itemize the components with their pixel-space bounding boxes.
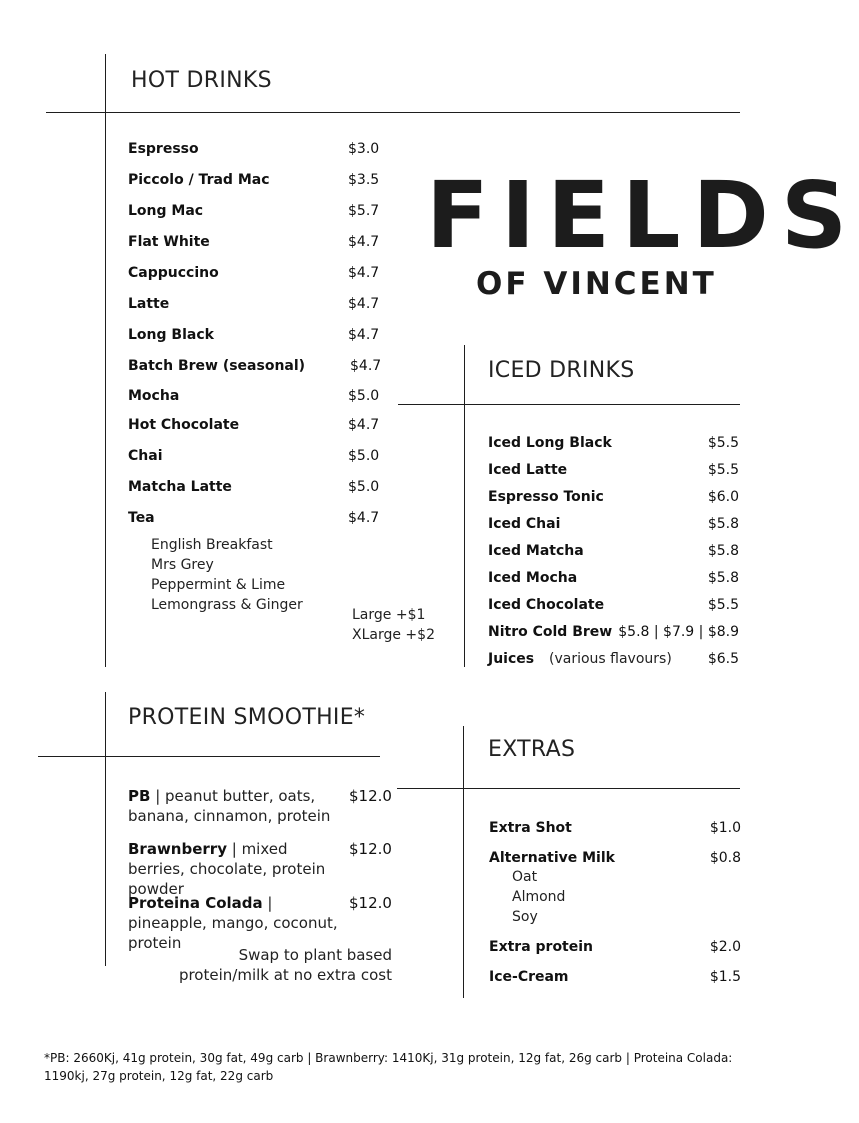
size-option: Large +$1	[352, 607, 426, 623]
menu-item-price: $4.7	[348, 417, 380, 433]
tea-option: Peppermint & Lime	[151, 577, 286, 593]
menu-item-name: Tea	[128, 510, 155, 526]
menu-item-name: Iced Chai	[488, 516, 561, 532]
menu-item-price: $5.8 | $7.9 | $8.9	[618, 624, 739, 640]
smoothie-heading: PROTEIN SMOOTHIE*	[128, 705, 366, 730]
smoothie-vertical-rule	[105, 692, 106, 966]
menu-item-price: $5.7	[348, 203, 380, 219]
extras-vertical-rule	[463, 726, 464, 998]
smoothie-description: | mixed berries, chocolate, protein powder	[128, 840, 326, 898]
menu-item-name: Alternative Milk	[489, 850, 615, 866]
menu-item-name: Espresso Tonic	[488, 489, 604, 505]
menu-item-name: Extra protein	[489, 939, 594, 955]
menu-item-price: $4.7	[348, 327, 380, 343]
plant-swap-note: protein/milk at no extra cost	[178, 966, 392, 984]
iced-drinks-vertical-rule	[464, 345, 465, 667]
menu-item-price: $5.0	[348, 388, 380, 404]
milk-option: Almond	[512, 889, 566, 905]
menu-item-name: Cappuccino	[128, 265, 219, 281]
menu-item-price: $5.5	[707, 462, 739, 478]
tea-option: Lemongrass & Ginger	[151, 597, 303, 613]
menu-item-price: $5.0	[348, 479, 380, 495]
logo-subtitle: OF VINCENT	[476, 266, 717, 302]
milk-option: Oat	[512, 869, 538, 885]
menu-item-name: Matcha Latte	[128, 479, 232, 495]
iced-drinks-horizontal-rule	[398, 404, 740, 405]
smoothie-name: Proteina Colada	[128, 894, 263, 912]
menu-item-name: Latte	[128, 296, 170, 312]
plant-swap-note: Swap to plant based	[238, 946, 392, 964]
menu-item-price: $4.7	[348, 296, 380, 312]
nutrition-footnote: *PB: 2660Kj, 41g protein, 30g fat, 49g carb | Brawnberry: 1410Kj, 31g protein, 12g fat, 26g carb | Proteina Colada: 1190kj, 27g protein, 12g fat, 22g carb	[44, 1051, 733, 1083]
menu-item-price: $3.0	[348, 141, 380, 157]
menu-item-price: $5.5	[707, 435, 739, 451]
milk-option: Soy	[512, 909, 538, 925]
hot-drinks-vertical-rule	[105, 54, 106, 667]
smoothie-item	[128, 893, 343, 953]
menu-item-price: $4.7	[348, 265, 380, 281]
logo-wordmark: FIELDS	[426, 162, 859, 269]
menu-item-price: $4.7	[348, 234, 380, 250]
extras-horizontal-rule	[397, 788, 740, 789]
smoothie-item	[128, 786, 343, 826]
iced-drinks-heading: ICED DRINKS	[488, 358, 635, 383]
menu-item-name: Iced Chocolate	[488, 597, 605, 613]
smoothie-item	[128, 839, 343, 899]
menu-item-price: $5.0	[348, 448, 380, 464]
hot-drinks-horizontal-rule	[46, 112, 740, 113]
menu-item-name: Nitro Cold Brew	[488, 624, 613, 640]
menu-item-name: Espresso	[128, 141, 199, 157]
menu-item-name: Ice-Cream	[489, 969, 569, 985]
menu-item-price: $6.0	[707, 489, 739, 505]
smoothie-description: | peanut butter, oats, banana, cinnamon, protein	[128, 787, 331, 825]
menu-item-price: $1.0	[709, 820, 741, 836]
menu-item-name: Juices	[488, 651, 535, 667]
menu-item-name: Flat White	[128, 234, 210, 250]
menu-item-price: $0.8	[709, 850, 741, 866]
menu-item-name: Extra Shot	[489, 820, 572, 836]
smoothie-horizontal-rule	[38, 756, 380, 757]
menu-item-price: $5.8	[707, 570, 739, 586]
menu-item-note: (various flavours)	[549, 651, 672, 667]
menu-item-name: Chai	[128, 448, 163, 464]
menu-item-price: $4.7	[348, 510, 380, 526]
menu-item-price: $2.0	[709, 939, 741, 955]
smoothie-name: PB	[128, 787, 151, 805]
smoothie-price: $12.0	[349, 787, 392, 805]
size-option: XLarge +$2	[352, 627, 435, 643]
tea-option: Mrs Grey	[151, 557, 214, 573]
menu-item-name: Long Black	[128, 327, 214, 343]
menu-item-name: Iced Long Black	[488, 435, 612, 451]
smoothie-name: Brawnberry	[128, 840, 227, 858]
menu-item-name: Piccolo / Trad Mac	[128, 172, 270, 188]
menu-item-name: Iced Mocha	[488, 570, 578, 586]
menu-item-price: $5.8	[707, 516, 739, 532]
menu-item-price: $4.7	[350, 358, 382, 374]
menu-item-price: $5.8	[707, 543, 739, 559]
smoothie-description: | pineapple, mango, coconut, protein	[128, 894, 338, 952]
menu-item-name: Hot Chocolate	[128, 417, 240, 433]
menu-item-name: Iced Matcha	[488, 543, 584, 559]
menu-item-price: $5.5	[707, 597, 739, 613]
menu-item-price: $6.5	[707, 651, 739, 667]
menu-item-name: Mocha	[128, 388, 180, 404]
tea-option: English Breakfast	[151, 537, 273, 553]
extras-heading: EXTRAS	[488, 737, 576, 762]
hot-drinks-heading: HOT DRINKS	[131, 68, 272, 93]
menu-item-price: $1.5	[709, 969, 741, 985]
smoothie-price: $12.0	[349, 894, 392, 912]
smoothie-price: $12.0	[349, 840, 392, 858]
menu-item-price: $3.5	[348, 172, 380, 188]
menu-item-name: Batch Brew (seasonal)	[128, 358, 306, 374]
menu-item-name: Iced Latte	[488, 462, 568, 478]
menu-item-name: Long Mac	[128, 203, 204, 219]
